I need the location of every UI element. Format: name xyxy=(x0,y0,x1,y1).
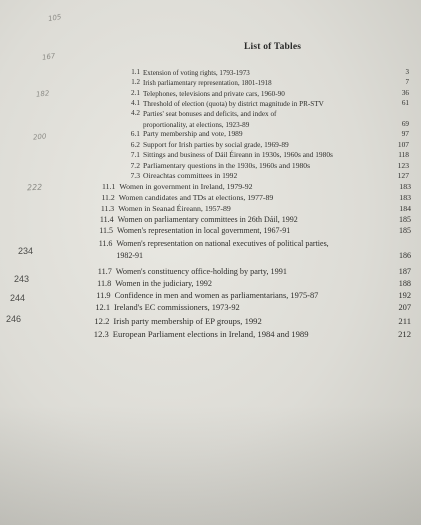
margin-number: 234 xyxy=(18,246,34,256)
table-title: Threshold of election (quota) by district magnitude in PR-STV xyxy=(143,100,324,108)
page-number: 127 xyxy=(397,171,409,180)
table-number: 12.1 xyxy=(95,303,110,312)
page-number: 212 xyxy=(398,329,411,339)
table-number: 6.2 xyxy=(130,140,140,149)
table-number: 11.3 xyxy=(100,204,115,213)
margin-number: 182 xyxy=(35,89,50,99)
page-number: 36 xyxy=(401,89,409,97)
page-number: 3 xyxy=(405,68,409,76)
table-title: Women in the judiciary, 1992 xyxy=(115,279,212,288)
table-title: Oireachtas committees in 1992 xyxy=(143,171,238,180)
table-number: 11.2 xyxy=(101,193,115,202)
table-number: 11.5 xyxy=(99,226,113,235)
table-number: 7.2 xyxy=(130,161,140,170)
page-number: 97 xyxy=(401,129,409,138)
table-title: Support for Irish parties by social grade, 1969-89 xyxy=(143,140,289,149)
margin-number: 105 xyxy=(47,12,62,24)
table-title: Parties' seat bonuses and deficits, and index of xyxy=(143,110,277,118)
table-title: Irish party membership of EP groups, 1992 xyxy=(113,316,262,326)
margin-number: 244 xyxy=(10,293,26,303)
margin-number: 167 xyxy=(41,52,56,62)
page-number: 69 xyxy=(401,119,409,128)
page-number: 186 xyxy=(399,250,411,260)
margin-number: 222 xyxy=(26,182,43,193)
table-number: 7.1 xyxy=(130,150,140,159)
page-number: 123 xyxy=(397,161,409,170)
page-number: 185 xyxy=(399,226,411,235)
page-number: 207 xyxy=(398,303,411,312)
table-number: 12.3 xyxy=(93,329,109,339)
table-title: Irish parliamentary representation, 1801-1918 xyxy=(143,79,272,87)
table-number: 11.4 xyxy=(99,215,114,224)
table-number: 1.2 xyxy=(131,78,140,86)
table-number: 12.2 xyxy=(94,316,110,326)
table-number: 6.1 xyxy=(130,129,140,138)
table-title: Women candidates and TDs at elections, 1977-89 xyxy=(118,193,274,202)
table-title: Extension of voting rights, 1793-1973 xyxy=(143,69,250,77)
table-number: 11.1 xyxy=(102,182,116,191)
page-title: List of Tables xyxy=(244,42,302,52)
table-title: Confidence in men and women as parliamentarians, 1975-87 xyxy=(114,291,319,300)
table-title: European Parliament elections in Ireland, 1984 and 1989 xyxy=(112,329,309,339)
page-number: 187 xyxy=(398,267,411,276)
page-number: 7 xyxy=(405,78,409,86)
table-number: 7.3 xyxy=(130,171,140,180)
table-number: 1.1 xyxy=(131,68,140,76)
page-shadow xyxy=(0,405,421,525)
table-number: 4.2 xyxy=(131,109,140,117)
table-number: 11.8 xyxy=(97,279,112,288)
table-title: Sittings and business of Dáil Éireann in 1930s, 1960s and 1980s xyxy=(143,150,333,159)
margin-number: 243 xyxy=(14,274,30,284)
table-title: Women's constituency office-holding by party, 1991 xyxy=(115,267,287,276)
page-number: 107 xyxy=(397,140,409,149)
page-number: 184 xyxy=(399,204,411,213)
table-title: Women in Seanad Éireann, 1957-89 xyxy=(118,204,231,213)
table-title: Women's representation in local government, 1967-91 xyxy=(117,226,291,235)
page-number: 183 xyxy=(399,193,411,202)
table-title-continued: 1982-91 xyxy=(116,250,144,260)
table-title: Women in government in Ireland, 1979-92 xyxy=(119,182,253,191)
table-title: Telephones, televisions and private cars, 1960-90 xyxy=(143,90,285,98)
table-number: 2.1 xyxy=(131,89,140,97)
margin-number: 246 xyxy=(6,314,22,324)
page-number: 118 xyxy=(398,150,409,159)
page-number: 192 xyxy=(398,291,411,300)
table-title: Women's representation on national executives of political parties, xyxy=(116,239,329,248)
margin-number: 200 xyxy=(32,132,47,142)
page-number: 185 xyxy=(399,215,411,224)
table-number: 11.7 xyxy=(97,267,112,276)
page-number: 188 xyxy=(398,279,411,288)
table-number: 11.9 xyxy=(96,291,111,300)
page-number: 183 xyxy=(399,182,411,191)
table-title-continued: proportionality, at elections, 1923-89 xyxy=(143,120,250,129)
page-number: 61 xyxy=(401,99,409,107)
table-title: Ireland's EC commissioners, 1973-92 xyxy=(114,303,240,312)
table-number: 11.6 xyxy=(98,239,113,248)
table-title: Parliamentary questions in the 1930s, 1960s and 1980s xyxy=(143,161,311,170)
table-title: Party membership and vote, 1989 xyxy=(143,129,243,138)
table-number: 4.1 xyxy=(131,99,140,107)
page-number: 211 xyxy=(398,316,411,326)
table-title: Women on parliamentary committees in 26th Dáil, 1992 xyxy=(117,215,298,224)
